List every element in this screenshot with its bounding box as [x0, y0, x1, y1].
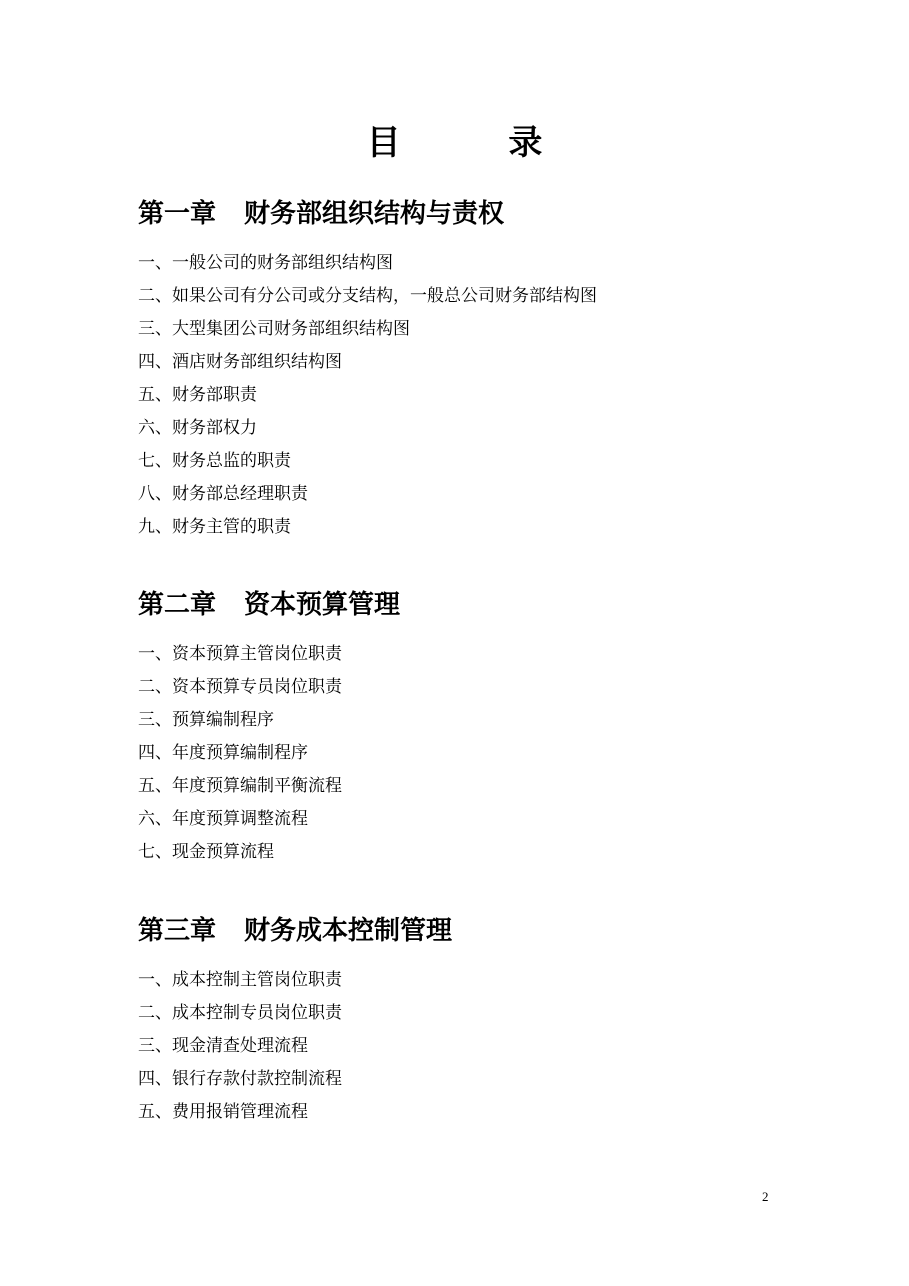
chapter-number: 第三章 — [138, 916, 217, 946]
toc-entry[interactable]: 三、预算编制程序 — [138, 710, 274, 730]
chapter-number: 第二章 — [138, 590, 217, 620]
chapter-heading[interactable] — [138, 197, 838, 231]
toc-entry[interactable]: 六、年度预算调整流程 — [138, 809, 308, 829]
chapter-3 — [138, 914, 838, 1129]
toc-entry[interactable]: 一、资本预算主管岗位职责 — [138, 644, 342, 664]
chapter-number: 第一章 — [138, 199, 217, 229]
toc-entry[interactable]: 五、费用报销管理流程 — [138, 1102, 308, 1122]
toc-entry[interactable]: 二、资本预算专员岗位职责 — [138, 677, 342, 697]
toc-entry[interactable]: 四、年度预算编制程序 — [138, 743, 308, 763]
toc-entry[interactable]: 一、一般公司的财务部组织结构图 — [138, 253, 393, 273]
toc-entry[interactable]: 三、现金清查处理流程 — [138, 1036, 308, 1056]
toc-list — [138, 964, 838, 1129]
toc-entry[interactable]: 二、成本控制专员岗位职责 — [138, 1003, 342, 1023]
toc-entry[interactable]: 五、年度预算编制平衡流程 — [138, 776, 342, 796]
toc-list — [138, 247, 838, 544]
toc-entry[interactable]: 五、财务部职责 — [138, 385, 257, 405]
toc-entry[interactable]: 二、如果公司有分公司或分支结构，一般总公司财务部结构图 — [138, 286, 597, 306]
toc-entry[interactable]: 七、现金预算流程 — [138, 842, 274, 862]
toc-entry[interactable]: 四、酒店财务部组织结构图 — [138, 352, 342, 372]
chapter-name: 财务部组织结构与责权 — [244, 199, 505, 229]
toc-entry[interactable]: 六、财务部权力 — [138, 418, 257, 438]
toc-title: 目 录 — [366, 123, 591, 163]
toc-entry[interactable]: 七、财务总监的职责 — [138, 451, 291, 471]
chapter-heading[interactable] — [138, 914, 838, 948]
toc-entry[interactable]: 九、财务主管的职责 — [138, 517, 291, 537]
chapter-heading[interactable] — [138, 588, 838, 622]
toc-entry[interactable]: 三、大型集团公司财务部组织结构图 — [138, 319, 410, 339]
toc-list — [138, 638, 838, 869]
toc-entry[interactable]: 一、成本控制主管岗位职责 — [138, 970, 342, 990]
page-number: 2 — [762, 1189, 769, 1204]
toc-entry[interactable]: 八、财务部总经理职责 — [138, 484, 308, 504]
chapter-2 — [138, 588, 838, 869]
toc-entry[interactable]: 四、银行存款付款控制流程 — [138, 1069, 342, 1089]
chapter-name: 资本预算管理 — [244, 590, 401, 620]
chapter-1 — [138, 197, 838, 544]
chapter-name: 财务成本控制管理 — [244, 916, 453, 946]
